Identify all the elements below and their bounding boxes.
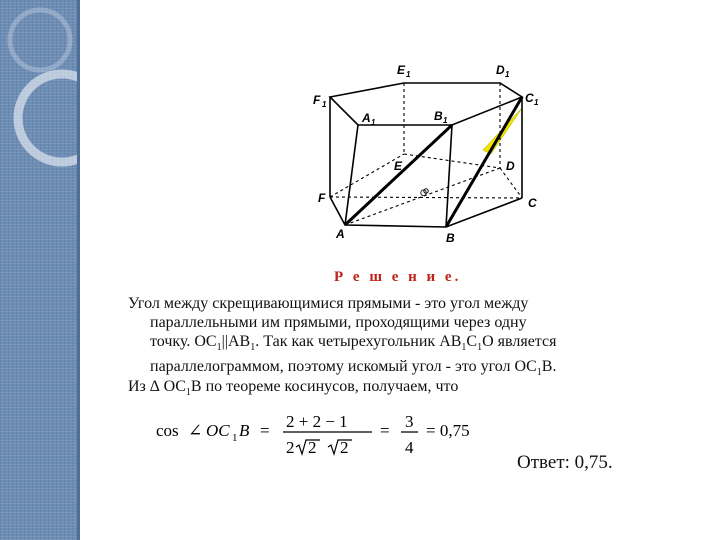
formula-oc: OC <box>206 421 230 440</box>
label-C1-sub: 1 <box>534 98 539 107</box>
formula-sub: 1 <box>232 432 238 444</box>
label-E: E <box>394 159 403 173</box>
solution-line-3 <box>128 332 688 357</box>
text-fragment: . Так как четырехугольник AB <box>255 333 462 350</box>
formula-result: = 0,75 <box>426 421 470 440</box>
formula-cos: cos <box>156 421 179 440</box>
formula-numerator2: 3 <box>405 412 414 431</box>
solution-line-2: параллельными им прямыми, проходящими через одну <box>150 314 527 331</box>
label-A: A <box>336 227 345 241</box>
label-C1: C <box>525 91 534 105</box>
solution-paragraph <box>128 294 688 382</box>
subscript: 1 <box>536 367 542 379</box>
formula-den-b: 2 <box>308 438 317 457</box>
label-C: C <box>528 196 537 210</box>
formula-den-a: 2 <box>286 438 295 457</box>
answer-text: Ответ: 0,75. <box>517 452 613 473</box>
label-A1: A <box>362 111 371 125</box>
text-fragment: O является <box>482 333 557 350</box>
formula-b: B <box>239 421 250 440</box>
subscript: 1 <box>250 342 256 354</box>
top-face <box>330 83 522 125</box>
decorative-side-band <box>0 0 80 540</box>
label-D: D <box>506 159 515 173</box>
formula-den-c: 2 <box>340 438 349 457</box>
subscript: 1 <box>185 387 191 399</box>
text-fragment: B по теореме косинусов, получаем, что <box>190 378 459 395</box>
cosine-formula <box>150 410 520 460</box>
subscript: 1 <box>216 342 222 354</box>
solution-line-1: Угол между скрещивающимися прямыми - это угол между <box>128 295 529 312</box>
formula-angle: ∠ <box>188 421 203 440</box>
formula-eq1: = <box>260 421 270 440</box>
label-D1: D <box>496 63 505 77</box>
edge-B-B1 <box>446 125 452 227</box>
label-B: B <box>446 231 455 245</box>
label-B1-sub: 1 <box>443 116 448 125</box>
subscript: 1 <box>477 342 483 354</box>
solution-heading: Р е ш е н и е. <box>334 269 462 285</box>
subscript: 1 <box>461 342 467 354</box>
label-A1-sub: 1 <box>371 118 376 127</box>
text-fragment: точку. OC <box>150 333 217 350</box>
edge-A-A1 <box>345 125 358 225</box>
side-band-edge <box>77 0 80 540</box>
formula-numerator: 2 + 2 − 1 <box>286 412 348 431</box>
segment-A-B1 <box>345 125 452 225</box>
text-fragment: параллелограммом, поэтому искомый угол - это угол OC <box>150 358 537 376</box>
text-fragment: C <box>466 333 478 350</box>
label-B1: B <box>434 109 443 123</box>
label-F1: F <box>313 93 321 107</box>
formula-denominator2: 4 <box>405 438 414 457</box>
hexagonal-prism-figure <box>300 52 560 252</box>
label-F: F <box>318 191 326 205</box>
label-E1: E <box>397 63 406 77</box>
text-fragment: ||AB <box>221 333 251 350</box>
edge-F-E <box>330 154 404 197</box>
formula-eq2: = <box>380 421 390 440</box>
decorative-ring-icon <box>0 0 80 540</box>
cosine-theorem-line <box>128 377 458 402</box>
label-O: O <box>420 188 428 198</box>
label-F1-sub: 1 <box>322 100 327 109</box>
text-fragment: B. <box>541 358 557 376</box>
text-fragment: Из ∆ OC <box>128 378 186 395</box>
label-D1-sub: 1 <box>505 70 510 79</box>
label-E1-sub: 1 <box>406 70 411 79</box>
